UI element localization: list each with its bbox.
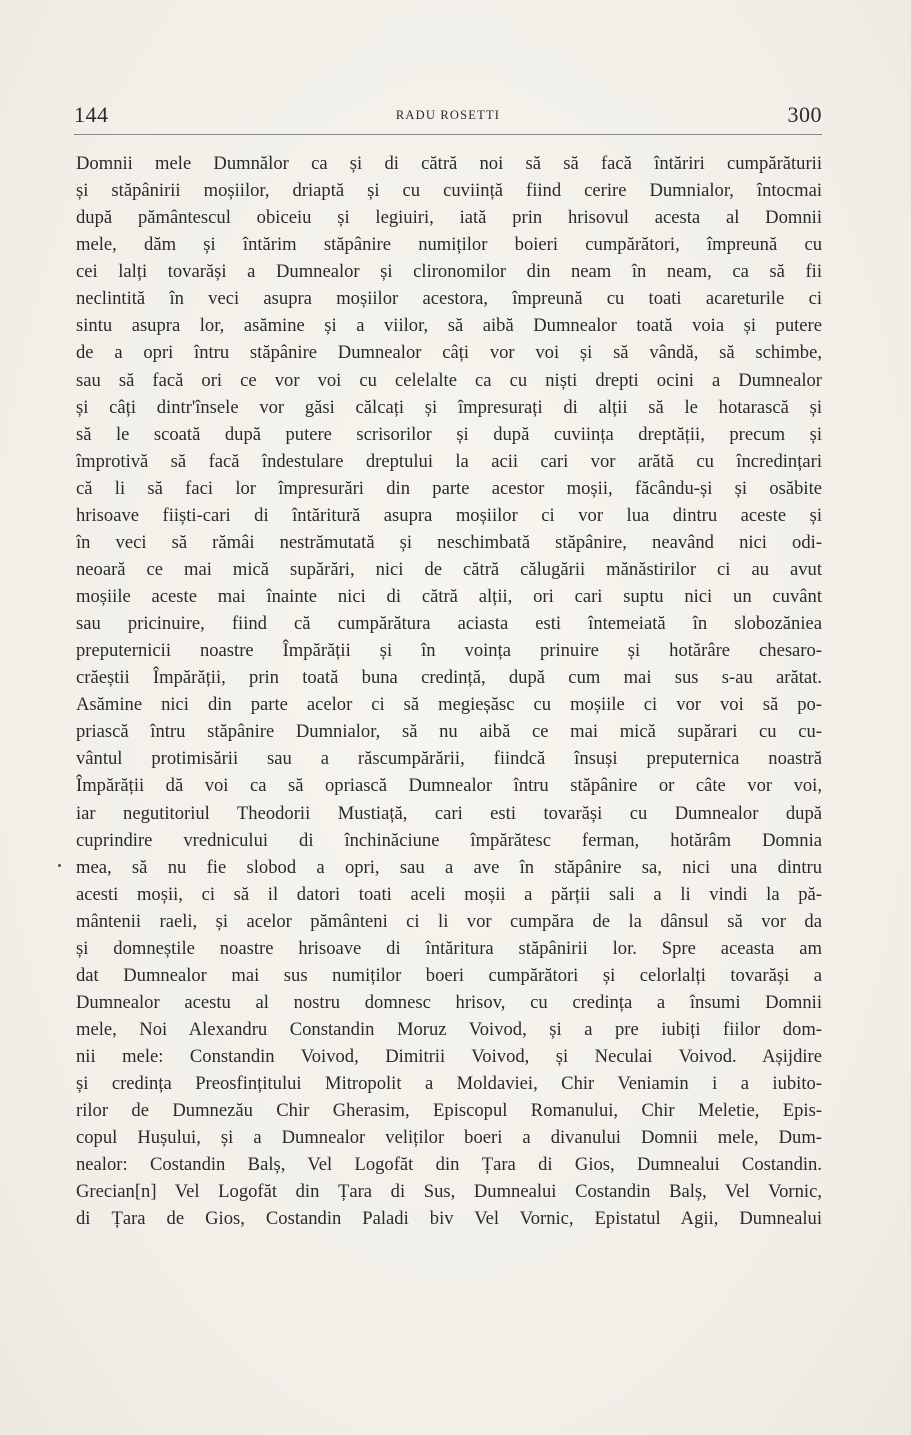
text-line: să le scoată după putere scrisorilor și după cuviința dreptății, precum și: [76, 423, 822, 445]
text-line: iar negutitoriul Theodorii Mustiață, cari esti tovarăși cu Dumnealor după: [76, 802, 822, 824]
text-line: priască întru stăpânire Dumnialor, să nu aibă ce mai mică supărari cu cu-: [76, 721, 822, 743]
text-line: de a opri întru stăpânire Dumnealor câți vor voi și să vândă, să schimbe,: [76, 342, 822, 364]
text-line: Grecian[n] Vel Logofăt din Țara di Sus, Dumnealui Costandin Balș, Vel Vornic,: [76, 1181, 822, 1203]
text-line: cei lalți tovarăși a Dumnealor și clironomilor din neam în neam, ca să fii: [76, 261, 822, 283]
text-line: mântenii raeli, și acelor pământeni ci li vor cumpăra de la dânsul să vor da: [76, 910, 822, 932]
text-line: și stăpânirii moșiilor, driaptă și cu cuviință fiind cerire Dumnialor, întocmai: [76, 180, 822, 202]
text-line: și domneștile noastre hrisoave di întăritura stăpânirii lor. Spre aceasta am: [76, 937, 822, 959]
text-line: rilor de Dumnezău Chir Gherasim, Episcopul Romanului, Chir Meletie, Epis-: [76, 1100, 822, 1122]
text-line: Asămine nici din parte acelor ci să megieșăsc cu moșiile ci vor voi să po-: [76, 694, 822, 716]
text-line: mea, să nu fie slobod a opri, sau a ave în stăpânire sa, nici una dintru: [76, 856, 822, 878]
text-line: hrisoave fiiști-cari di întăritură asupra moșiilor ci vor lua dintru aceste și: [76, 504, 822, 526]
text-line: preputernicii noastre Împărății și în voința prinuire și hotărâre chesaro-: [76, 640, 822, 662]
text-line: și credința Preosfințitului Mitropolit a Moldaviei, Chir Veniamin i a iubito-: [76, 1073, 822, 1095]
text-line: sintu asupra lor, asămine și a viilor, să aibă Dumnealor toată voia și putere: [76, 315, 822, 337]
text-line: Domnii mele Dumnălor ca și di cătră noi să să facă întăriri cumpărăturii: [76, 153, 822, 174]
text-line: copul Hușului, și a Dumnealor veliților boeri a divanului Domnii mele, Dum-: [76, 1127, 822, 1149]
text-line: sau pricinuire, fiind că cumpărătura aciasta esti întemeiată în slobozăniea: [76, 613, 822, 635]
page-number: 144: [74, 102, 109, 127]
text-line: mele, Noi Alexandru Constandin Moruz Voivod, și a pre iubiți fiilor dom-: [76, 1019, 822, 1040]
text-line: di Țara de Gios, Costandin Paladi biv Vel Vornic, Epistatul Agii, Dumnealui: [76, 1208, 822, 1230]
text-line: că li să faci lor împresurări din parte acestor moșii, făcându-și și osăbite: [76, 477, 822, 499]
document-number: 300: [787, 102, 822, 127]
text-line: nealor: Costandin Balș, Vel Logofăt din Țara di Gios, Dumnealui Costandin.: [76, 1154, 822, 1176]
text-line: Dumnealor acestu al nostru domnesc hrisov, cu credința a însumi Domnii: [76, 991, 822, 1013]
margin-mark: [58, 864, 61, 867]
text-line: neoară ce mai mică supărări, nici de cătră călugării mănăstirilor ci au avut: [76, 558, 822, 580]
text-line: nii mele: Constandin Voivod, Dimitrii Voivod, și Neculai Voivod. Așijdire: [76, 1046, 822, 1068]
text-line: împrotivă să facă îndestulare dreptului la acii cari vor arătă cu încredințari: [76, 450, 822, 472]
text-line: după pământescul obiceiu și legiuiri, iată prin hrisovul acesta al Domnii: [76, 207, 822, 229]
text-line: în veci să rămâi nestrămutată și neschimbată stăpânire, neavând nici odi-: [76, 531, 822, 553]
body-text: [76, 150, 822, 1233]
text-line: mele, dăm și întărim stăpânire numiților boieri cumpărători, împreună cu: [76, 234, 822, 256]
text-line: Împărății dă voi ca să opriască Dumnealor întru stăpânire or câte vor voi,: [76, 775, 822, 797]
text-line: neclintită în veci asupra moșiilor acestora, împreună cu toati acareturile ci: [76, 288, 822, 310]
text-line: cuprindire vrednicului di închinăciune împărătesc ferman, hotărâm Domnia: [76, 829, 822, 851]
text-line: și câți dintr'însele vor găsi călcați și împresurați di alții să le hotarască și: [76, 396, 822, 418]
text-line: vântul protimisării sau a răscumpărării, fiindcă însuși preputernica noastră: [76, 748, 822, 770]
text-line: moșiile aceste mai înainte nici di cătră alții, ori cari suptu nici un cuvânt: [76, 586, 822, 607]
text-line: dat Dumnealor mai sus numiților boeri cumpărători și celorlalți tovarăși a: [76, 964, 822, 986]
text-line: crăeștii Împărății, prin toată buna credință, după cum mai sus s-au arătat.: [76, 667, 822, 689]
text-line: acesti moșii, ci să il datori toati aceli moșii a părții sali a li vindi la pă-: [76, 883, 822, 905]
text-line: sau să facă ori ce vor voi cu celelalte ca cu niști drepti ocini a Dumnealor: [76, 369, 822, 391]
running-title: RADU ROSETTI: [395, 108, 501, 122]
running-head: [74, 100, 822, 135]
